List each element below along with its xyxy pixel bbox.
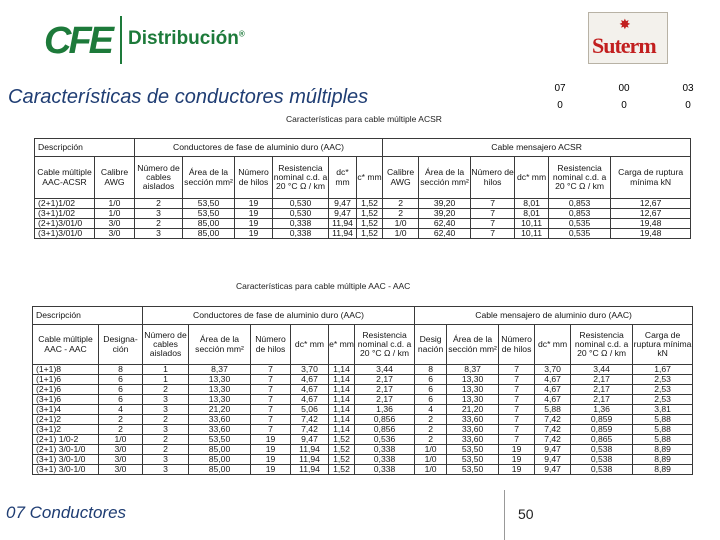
- table-cell: 9,47: [329, 209, 357, 219]
- table-cell: 53,50: [183, 199, 235, 209]
- reference-code-cell: 0: [621, 100, 627, 111]
- table-cell: 3: [143, 405, 189, 415]
- table-cell: 2: [135, 219, 183, 229]
- table-cell: 6: [415, 375, 447, 385]
- table1-caption: Características para cable múltiple ACSR: [286, 114, 442, 124]
- table-row: [33, 365, 693, 375]
- table-cell: 2,17: [355, 395, 415, 405]
- table-cell: 13,30: [189, 385, 251, 395]
- table-row: [33, 465, 693, 475]
- table1-group-header-row: [35, 139, 691, 157]
- table-row: [33, 375, 693, 385]
- table-row: [35, 199, 691, 209]
- table-cell: 8: [99, 365, 143, 375]
- table-row: [33, 455, 693, 465]
- table-cell: 0,338: [355, 465, 415, 475]
- table-cell: 19: [499, 445, 535, 455]
- table-cell: 3,70: [291, 365, 329, 375]
- table-cell: 7: [499, 375, 535, 385]
- table-cell: 2,17: [571, 375, 633, 385]
- table-cell: 9,47: [535, 455, 571, 465]
- table1-column-header-row: [35, 157, 691, 199]
- table2-column-header: Área de la sección mm²: [189, 325, 251, 365]
- table-cell: (2+1)1/02: [35, 199, 95, 209]
- acsr-spec-table: [34, 138, 691, 239]
- table-cell: 4,67: [535, 385, 571, 395]
- table-cell: 5,88: [633, 435, 693, 445]
- table-row: [33, 445, 693, 455]
- table1-group-header: Conductores de fase de aluminio duro (AAC): [135, 139, 383, 157]
- table-cell: (2+1) 1/0-2: [33, 435, 99, 445]
- table-cell: 7: [499, 395, 535, 405]
- table-cell: 4,67: [291, 375, 329, 385]
- table-cell: 5,88: [535, 405, 571, 415]
- table-cell: 1,67: [633, 365, 693, 375]
- reference-code-cell: 07: [554, 83, 566, 94]
- table-cell: 3: [143, 465, 189, 475]
- table1-column-header: dc* mm: [329, 157, 357, 199]
- table1-column-header: Número de hilos: [235, 157, 273, 199]
- table-cell: 0,538: [571, 445, 633, 455]
- page-number: 50: [518, 506, 534, 522]
- table-cell: 1,14: [329, 385, 355, 395]
- table-cell: 1: [143, 375, 189, 385]
- cfe-logo-division: Distribución®: [128, 28, 245, 49]
- table-cell: 3,44: [355, 365, 415, 375]
- table-cell: (2+1)2: [33, 415, 99, 425]
- table-cell: 8,37: [447, 365, 499, 375]
- table1-column-header: Calibre AWG: [95, 157, 135, 199]
- table-cell: 6: [415, 385, 447, 395]
- table-cell: 2: [383, 209, 419, 219]
- table-cell: 53,50: [447, 465, 499, 475]
- table-cell: 1/0: [415, 455, 447, 465]
- reference-code-cell: 03: [682, 83, 694, 94]
- reference-code-row: [528, 97, 720, 114]
- table-cell: 8,01: [515, 199, 549, 209]
- table-cell: 0,538: [571, 455, 633, 465]
- table1-column-header: dc* mm: [515, 157, 549, 199]
- table1-column-header: c* mm: [357, 157, 383, 199]
- table-cell: (3+1)6: [33, 395, 99, 405]
- table2-column-header: e* mm: [329, 325, 355, 365]
- table-cell: 7: [251, 365, 291, 375]
- table-cell: 5,06: [291, 405, 329, 415]
- table-row: [33, 395, 693, 405]
- table-cell: (2+1)3/01/0: [35, 219, 95, 229]
- table-row: [35, 229, 691, 239]
- table1-group-header: Cable mensajero ACSR: [383, 139, 691, 157]
- table-cell: 2: [143, 415, 189, 425]
- table-cell: 85,00: [183, 229, 235, 239]
- table-cell: 0,530: [273, 209, 329, 219]
- table-cell: 10,11: [515, 219, 549, 229]
- table-cell: 1/0: [95, 199, 135, 209]
- table-cell: 2: [415, 425, 447, 435]
- table-cell: 0,859: [571, 425, 633, 435]
- table-cell: 0,338: [355, 445, 415, 455]
- table-cell: 0,530: [273, 199, 329, 209]
- table-cell: 1,52: [329, 465, 355, 475]
- table-cell: 1,52: [357, 199, 383, 209]
- table-cell: 8: [415, 365, 447, 375]
- table-cell: 1/0: [415, 465, 447, 475]
- table-cell: 1/0: [415, 445, 447, 455]
- table-cell: 2: [135, 199, 183, 209]
- table-cell: 1,52: [329, 435, 355, 445]
- table-cell: 1,14: [329, 375, 355, 385]
- table-cell: 13,30: [189, 395, 251, 405]
- table-cell: 2,53: [633, 375, 693, 385]
- table-cell: 4,67: [291, 385, 329, 395]
- table1-column-header: Cable múltiple AAC-ACSR: [35, 157, 95, 199]
- table-cell: 7: [499, 425, 535, 435]
- table-cell: 0,535: [549, 219, 611, 229]
- table-row: [35, 209, 691, 219]
- table-cell: 1,52: [357, 209, 383, 219]
- table-cell: 7: [471, 199, 515, 209]
- table1-column-header: Área de la sección mm²: [419, 157, 471, 199]
- table-cell: (1+1)6: [33, 375, 99, 385]
- footer-divider: [504, 490, 505, 540]
- table-cell: 53,50: [183, 209, 235, 219]
- table2-body: [33, 365, 693, 475]
- table-row: [33, 415, 693, 425]
- cfe-logo: [44, 14, 244, 66]
- table-cell: 7: [251, 395, 291, 405]
- table-cell: 85,00: [189, 445, 251, 455]
- table-cell: 0,338: [273, 219, 329, 229]
- reference-code-cell: 0: [557, 100, 563, 111]
- table-cell: 1,52: [329, 455, 355, 465]
- table-cell: 11,94: [291, 445, 329, 455]
- table-cell: 11,94: [329, 219, 357, 229]
- table2-column-header: Desig nación: [415, 325, 447, 365]
- table-cell: 13,30: [447, 375, 499, 385]
- table-cell: 9,47: [535, 445, 571, 455]
- table-cell: 19: [251, 445, 291, 455]
- table-cell: 3,81: [633, 405, 693, 415]
- table-cell: 12,67: [611, 199, 691, 209]
- table-cell: 53,50: [447, 445, 499, 455]
- table-cell: (3+1) 3/0-1/0: [33, 455, 99, 465]
- table-cell: 1,36: [571, 405, 633, 415]
- table-cell: 85,00: [189, 465, 251, 475]
- table-cell: 19: [251, 465, 291, 475]
- table-cell: 19,48: [611, 219, 691, 229]
- table-cell: 6: [415, 395, 447, 405]
- table-cell: (3+1)1/02: [35, 209, 95, 219]
- table-cell: 7: [499, 385, 535, 395]
- table-cell: (3+1)3/01/0: [35, 229, 95, 239]
- table-cell: 4: [99, 405, 143, 415]
- table2-column-header: Número de hilos: [251, 325, 291, 365]
- table-cell: 1/0: [99, 435, 143, 445]
- table-cell: 62,40: [419, 229, 471, 239]
- table-cell: 53,50: [189, 435, 251, 445]
- table-cell: 3/0: [95, 219, 135, 229]
- table-cell: 10,11: [515, 229, 549, 239]
- table-cell: 6: [99, 385, 143, 395]
- table2-column-header: Resistencia nominal c.d. a 20 °C Ω / km: [355, 325, 415, 365]
- table-cell: 3,70: [535, 365, 571, 375]
- table-cell: 1,36: [355, 405, 415, 415]
- table-cell: 7,42: [291, 425, 329, 435]
- table-cell: 0,536: [355, 435, 415, 445]
- table-cell: 39,20: [419, 209, 471, 219]
- table-cell: (2+1) 3/0-1/0: [33, 445, 99, 455]
- table-cell: (3+1) 3/0-1/0: [33, 465, 99, 475]
- table2-column-header: Designa-ción: [99, 325, 143, 365]
- table-cell: 5,88: [633, 425, 693, 435]
- table1-column-header: Número de hilos: [471, 157, 515, 199]
- table-cell: 39,20: [419, 199, 471, 209]
- table-cell: 3: [143, 395, 189, 405]
- table-cell: 11,94: [329, 229, 357, 239]
- footer-section-label: 07 Conductores: [6, 503, 127, 522]
- table-cell: 85,00: [183, 219, 235, 229]
- table-cell: 3/0: [99, 455, 143, 465]
- table-cell: 2,17: [571, 395, 633, 405]
- table-cell: 3: [135, 209, 183, 219]
- table-cell: 19: [251, 435, 291, 445]
- table1-column-header: Número de cables aislados: [135, 157, 183, 199]
- table-cell: 7: [471, 229, 515, 239]
- table2-column-header: dc* mm: [535, 325, 571, 365]
- table-row: [35, 219, 691, 229]
- table-row: [33, 425, 693, 435]
- table1-column-header: Calibre AWG: [383, 157, 419, 199]
- table-cell: 19: [235, 219, 273, 229]
- table-cell: 1,14: [329, 365, 355, 375]
- table-cell: 19: [499, 455, 535, 465]
- table-cell: 7,42: [535, 435, 571, 445]
- table-cell: 4: [415, 405, 447, 415]
- suterm-logo: [588, 12, 668, 64]
- table-cell: 33,60: [447, 435, 499, 445]
- table-cell: 33,60: [447, 415, 499, 425]
- table-cell: 3: [143, 425, 189, 435]
- table-cell: 7: [251, 415, 291, 425]
- table1-group-header: Descripción: [35, 139, 135, 157]
- table2-column-header: Resistencia nominal c.d. a 20 °C Ω / km: [571, 325, 633, 365]
- table2-column-header: Área de la sección mm²: [447, 325, 499, 365]
- table-cell: (2+1)6: [33, 385, 99, 395]
- table-cell: 4,67: [535, 395, 571, 405]
- table1-column-header: Resistencia nominal c.d. a 20 °C Ω / km: [273, 157, 329, 199]
- table-cell: (3+1)4: [33, 405, 99, 415]
- table-cell: 11,94: [291, 465, 329, 475]
- table-cell: 53,50: [447, 455, 499, 465]
- table-cell: 33,60: [189, 425, 251, 435]
- suterm-logo-text: Suterm: [592, 33, 656, 58]
- table-cell: 7: [251, 375, 291, 385]
- table-cell: 8,89: [633, 455, 693, 465]
- table-row: [33, 405, 693, 415]
- table-cell: 13,30: [447, 385, 499, 395]
- table-cell: 3/0: [99, 465, 143, 475]
- table-cell: 0,865: [571, 435, 633, 445]
- table-cell: 2: [143, 385, 189, 395]
- table1-column-header: Resistencia nominal c.d. a 20 °C Ω / km: [549, 157, 611, 199]
- table-cell: 1,14: [329, 415, 355, 425]
- table2-group-header-row: [33, 307, 693, 325]
- table-cell: 7: [499, 415, 535, 425]
- table-cell: 7,42: [535, 425, 571, 435]
- table-cell: 0,853: [549, 199, 611, 209]
- table-cell: 19,48: [611, 229, 691, 239]
- reference-code-table: [528, 80, 720, 114]
- table-cell: 62,40: [419, 219, 471, 229]
- aac-spec-table: [32, 306, 693, 475]
- table-cell: 3/0: [95, 229, 135, 239]
- table-cell: 7: [499, 435, 535, 445]
- table-cell: 7: [251, 405, 291, 415]
- table-cell: 1: [143, 365, 189, 375]
- table-cell: 3: [143, 455, 189, 465]
- table-cell: 2: [143, 445, 189, 455]
- table-cell: 21,20: [447, 405, 499, 415]
- table-cell: 19: [235, 199, 273, 209]
- table-cell: 2,17: [571, 385, 633, 395]
- table-cell: 2: [143, 435, 189, 445]
- table-cell: 1/0: [95, 209, 135, 219]
- table2-column-header: Carga de ruptura mínima kN: [633, 325, 693, 365]
- table-row: [33, 435, 693, 445]
- table-cell: 3/0: [99, 445, 143, 455]
- table-cell: 4,67: [291, 395, 329, 405]
- table-cell: 2: [99, 415, 143, 425]
- table-cell: 2: [415, 415, 447, 425]
- table2-column-header: dc* mm: [291, 325, 329, 365]
- table1-column-header: Área de la sección mm²: [183, 157, 235, 199]
- table-cell: 9,47: [291, 435, 329, 445]
- table-cell: 8,37: [189, 365, 251, 375]
- table-cell: 1,52: [329, 445, 355, 455]
- table-cell: 33,60: [189, 415, 251, 425]
- table-cell: 7,42: [291, 415, 329, 425]
- table-cell: 0,856: [355, 425, 415, 435]
- table-cell: 19: [235, 209, 273, 219]
- table-cell: 2: [383, 199, 419, 209]
- table-cell: 7: [251, 385, 291, 395]
- table-cell: 2,17: [355, 385, 415, 395]
- table-cell: 7: [499, 365, 535, 375]
- table-cell: 6: [99, 395, 143, 405]
- cfe-logo-letters: CFE: [44, 20, 111, 62]
- table-cell: 6: [99, 375, 143, 385]
- table-cell: 0,856: [355, 415, 415, 425]
- table-cell: 12,67: [611, 209, 691, 219]
- table-cell: 2,53: [633, 395, 693, 405]
- table2-column-header: Cable múltiple AAC - AAC: [33, 325, 99, 365]
- table-cell: 1,14: [329, 395, 355, 405]
- table2-group-header: Descripción: [33, 307, 143, 325]
- table2-group-header: Conductores de fase de aluminio duro (AAC): [143, 307, 415, 325]
- table-cell: 2: [415, 435, 447, 445]
- table-cell: 8,01: [515, 209, 549, 219]
- table-cell: 85,00: [189, 455, 251, 465]
- table-cell: 7: [471, 219, 515, 229]
- table-cell: 1/0: [383, 229, 419, 239]
- table-cell: 2,17: [355, 375, 415, 385]
- table-cell: 0,859: [571, 415, 633, 425]
- table-cell: 2: [99, 425, 143, 435]
- suterm-emblem-icon: ✸: [619, 16, 631, 32]
- table-cell: 1,14: [329, 425, 355, 435]
- table-cell: 2,53: [633, 385, 693, 395]
- table2-caption: Características para cable múltiple AAC - AAC: [236, 281, 411, 291]
- table-cell: 4,67: [535, 375, 571, 385]
- table-cell: 11,94: [291, 455, 329, 465]
- table-cell: 7: [471, 209, 515, 219]
- table-row: [33, 385, 693, 395]
- table2-column-header: Número de hilos: [499, 325, 535, 365]
- reference-code-row: [528, 80, 720, 97]
- table2-group-header: Cable mensajero de aluminio duro (AAC): [415, 307, 693, 325]
- table-cell: 13,30: [447, 395, 499, 405]
- table-cell: 3: [135, 229, 183, 239]
- table-cell: 8,89: [633, 465, 693, 475]
- reference-code-cell: 0: [685, 100, 691, 111]
- table-cell: 9,47: [535, 465, 571, 475]
- table-cell: 0,338: [273, 229, 329, 239]
- table-cell: 0,338: [355, 455, 415, 465]
- table-cell: 13,30: [189, 375, 251, 385]
- table2-column-header-row: [33, 325, 693, 365]
- table2-column-header: Número de cables aislados: [143, 325, 189, 365]
- table-cell: 5,88: [633, 415, 693, 425]
- table-cell: 0,538: [571, 465, 633, 475]
- table-cell: 1/0: [383, 219, 419, 229]
- table-cell: 7: [251, 425, 291, 435]
- table-cell: 7,42: [535, 415, 571, 425]
- reference-code-cell: 00: [618, 83, 630, 94]
- table-cell: 3,44: [571, 365, 633, 375]
- table-cell: (1+1)8: [33, 365, 99, 375]
- table-cell: 1,14: [329, 405, 355, 415]
- table-cell: (3+1)2: [33, 425, 99, 435]
- table-cell: 1,52: [357, 229, 383, 239]
- table-cell: 19: [499, 465, 535, 475]
- cfe-logo-divider: [120, 16, 122, 64]
- page-title: Características de conductores múltiples: [8, 86, 369, 108]
- table-cell: 1,52: [357, 219, 383, 229]
- table-cell: 19: [251, 455, 291, 465]
- table-cell: 7: [499, 405, 535, 415]
- table-cell: 8,89: [633, 445, 693, 455]
- table-cell: 0,535: [549, 229, 611, 239]
- table-cell: 0,853: [549, 209, 611, 219]
- table-cell: 21,20: [189, 405, 251, 415]
- table-cell: 9,47: [329, 199, 357, 209]
- table-cell: 33,60: [447, 425, 499, 435]
- table-cell: 19: [235, 229, 273, 239]
- table1-column-header: Carga de ruptura mínima kN: [611, 157, 691, 199]
- table1-body: [35, 199, 691, 239]
